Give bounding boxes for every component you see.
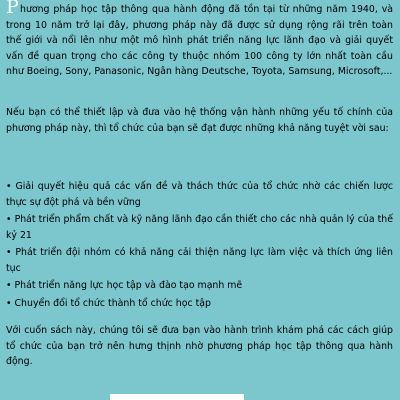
bullet-item: • Giải quyết hiệu quả các vấn đề và thách thức của tổ chức nhờ các chiến lược thực sự đột phá và bền vững — [6, 181, 393, 208]
barcode-label-strip — [110, 394, 244, 400]
bullet-item: • Chuyển đổi tổ chức thành tổ chức học tập — [6, 298, 211, 309]
intro-text: hương pháp học tập thông qua hành động đã tồn tại từ những năm 1940, và trong 10 năm trở lại đây, phương pháp này đã được sử dụng rộng rãi trên toàn thế giới và nổi lên như một mô hình phát triển năng lực lãnh đạo và giải quyết vấn đề quan trọng cho các công ty thuộc nhóm 100 công ty lớn nhất toàn cầu như Boeing, Sony, Panasonic, Ngân hàng Deutsche, Toyota, Samsung, Microsoft,... — [6, 4, 393, 78]
bullet-item: • Phát triển năng lực học tập và đào tạo mạnh mẽ — [6, 280, 243, 291]
intro-paragraph — [6, 2, 393, 80]
bullet-item: • Phát triển phẩm chất và kỹ năng lãnh đạo cần thiết cho các nhà quản lý của thế kỷ 21 — [6, 214, 393, 241]
capabilities-intro: Nếu bạn có thể thiết lập và đưa vào hệ thống vận hành những yếu tố chính của phương pháp này, thì tổ chức của bạn sẽ đạt được những khả năng tuyệt vời sau: — [6, 107, 393, 134]
bullet-item: • Phát triển đội nhóm có khả năng cải thiện năng lực làm việc và thích ứng liên tục — [6, 247, 393, 274]
closing-paragraph: Với cuốn sách này, chúng tôi sẽ đưa bạn vào hành trình khám phá các cách giúp tổ chức của bạn trở nên hưng thịnh nhờ phương pháp học tập thông qua hành động. — [6, 325, 393, 368]
drop-cap: P — [6, 0, 19, 18]
